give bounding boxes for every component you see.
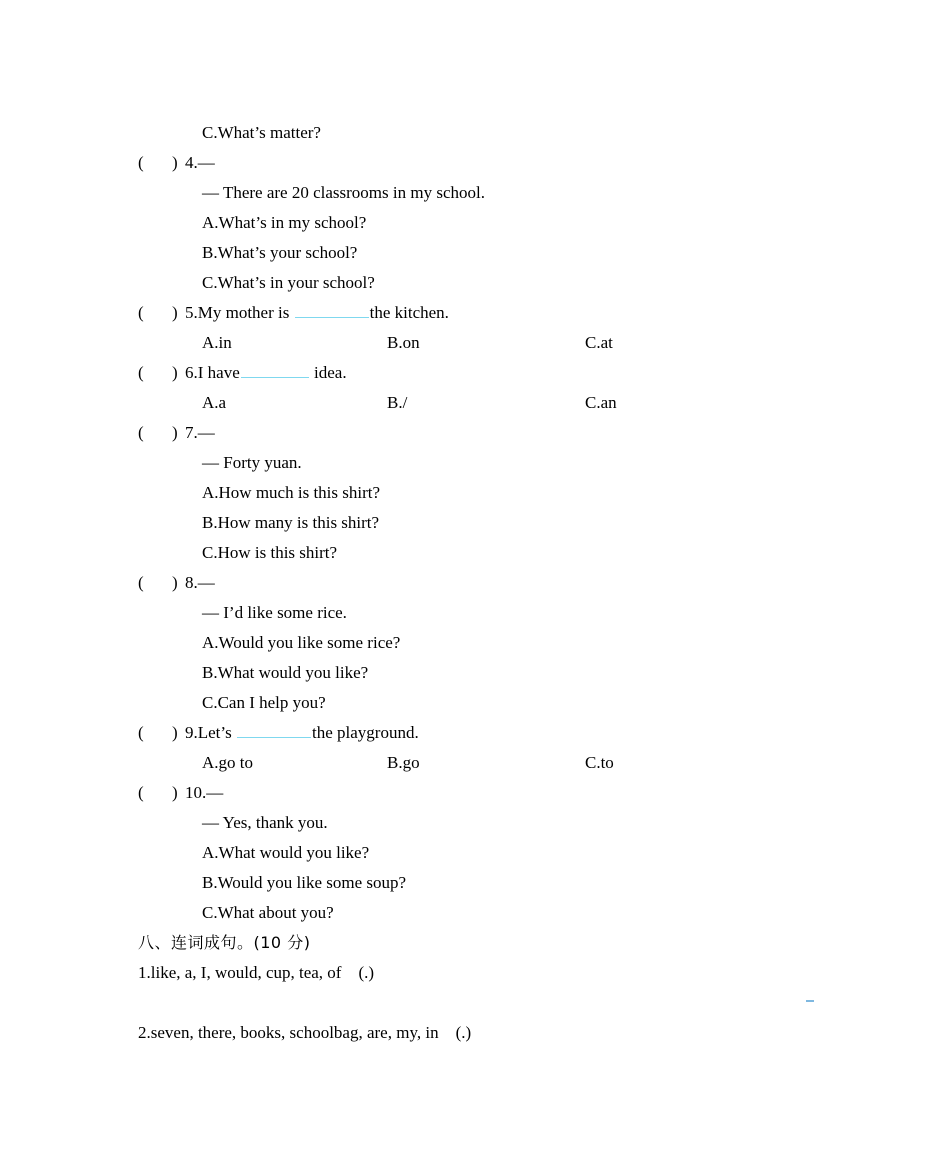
question-10: [138, 778, 838, 928]
question-5-options: [138, 328, 838, 358]
fill-blank[interactable]: [237, 722, 311, 738]
question-4-number: 4.—: [185, 153, 215, 172]
question-8-prompt: — I’d like some rice.: [202, 603, 347, 622]
answer-bracket[interactable]: ( ): [138, 423, 178, 442]
question-4-option-a[interactable]: A.What’s in my school?: [202, 213, 367, 232]
answer-bracket[interactable]: ( ): [138, 783, 178, 802]
option-a[interactable]: A.go to: [202, 753, 253, 772]
stray-mark: [806, 1000, 814, 1002]
question-4-option-b[interactable]: B.What’s your school?: [202, 243, 358, 262]
question-10-option-a[interactable]: A.What would you like?: [202, 843, 370, 862]
answer-space-1[interactable]: [138, 988, 838, 1018]
answer-bracket[interactable]: ( ): [138, 153, 178, 172]
question-4: [138, 148, 838, 298]
fill-blank[interactable]: [241, 362, 309, 378]
question-5: [138, 298, 838, 358]
answer-bracket[interactable]: ( ): [138, 363, 178, 382]
option-c[interactable]: C.an: [585, 393, 617, 412]
question-4-prompt: — There are 20 classrooms in my school.: [202, 183, 485, 202]
question-7-option-c[interactable]: C.How is this shirt?: [202, 543, 338, 562]
option-b[interactable]: B./: [387, 393, 408, 412]
question-8-option-c[interactable]: C.Can I help you?: [202, 693, 326, 712]
question-9-options: [138, 748, 838, 778]
answer-bracket[interactable]: ( ): [138, 573, 178, 592]
question-8-option-a[interactable]: A.Would you like some rice?: [202, 633, 401, 652]
question-5-stem: ( ) 5.My mother is the kitchen.: [138, 298, 838, 328]
answer-bracket[interactable]: ( ): [138, 723, 178, 742]
question-8-option-b[interactable]: B.What would you like?: [202, 663, 369, 682]
option-a[interactable]: A.a: [202, 393, 227, 412]
question-9: [138, 718, 838, 778]
question-6: [138, 358, 838, 418]
question-10-stem: ( ) 10.—: [138, 778, 838, 808]
option-b[interactable]: B.on: [387, 333, 420, 352]
option-b[interactable]: B.go: [387, 753, 420, 772]
question-9-stem: ( ) 9.Let’s the playground.: [138, 718, 838, 748]
section-eight-heading: 八、连词成句。(10 分): [138, 933, 311, 952]
question-4-stem: [138, 148, 838, 178]
section-eight-item-2: 2.seven, there, books, schoolbag, are, my, in (.): [138, 1023, 472, 1042]
partial-option-line: C.What’s matter?: [202, 123, 321, 142]
question-6-stem: ( ) 6.I have idea.: [138, 358, 838, 388]
question-8: [138, 568, 838, 718]
question-4-option-c[interactable]: C.What’s in your school?: [202, 273, 375, 292]
question-7: [138, 418, 838, 568]
option-a[interactable]: A.in: [202, 333, 232, 352]
question-6-options: [138, 388, 838, 418]
question-7-prompt: — Forty yuan.: [202, 453, 302, 472]
answer-bracket[interactable]: ( ): [138, 303, 178, 322]
question-8-stem: ( ) 8.—: [138, 568, 838, 598]
question-7-option-b[interactable]: B.How many is this shirt?: [202, 513, 380, 532]
question-7-option-a[interactable]: A.How much is this shirt?: [202, 483, 381, 502]
question-10-prompt: — Yes, thank you.: [202, 813, 328, 832]
question-10-option-b[interactable]: B.Would you like some soup?: [202, 873, 407, 892]
section-eight-item-1: 1.like, a, I, would, cup, tea, of (.): [138, 963, 375, 982]
option-c[interactable]: C.at: [585, 333, 613, 352]
fill-blank[interactable]: [295, 302, 369, 318]
question-7-stem: ( ) 7.—: [138, 418, 838, 448]
worksheet-content: [138, 118, 838, 1048]
option-c[interactable]: C.to: [585, 753, 614, 772]
question-10-option-c[interactable]: C.What about you?: [202, 903, 334, 922]
